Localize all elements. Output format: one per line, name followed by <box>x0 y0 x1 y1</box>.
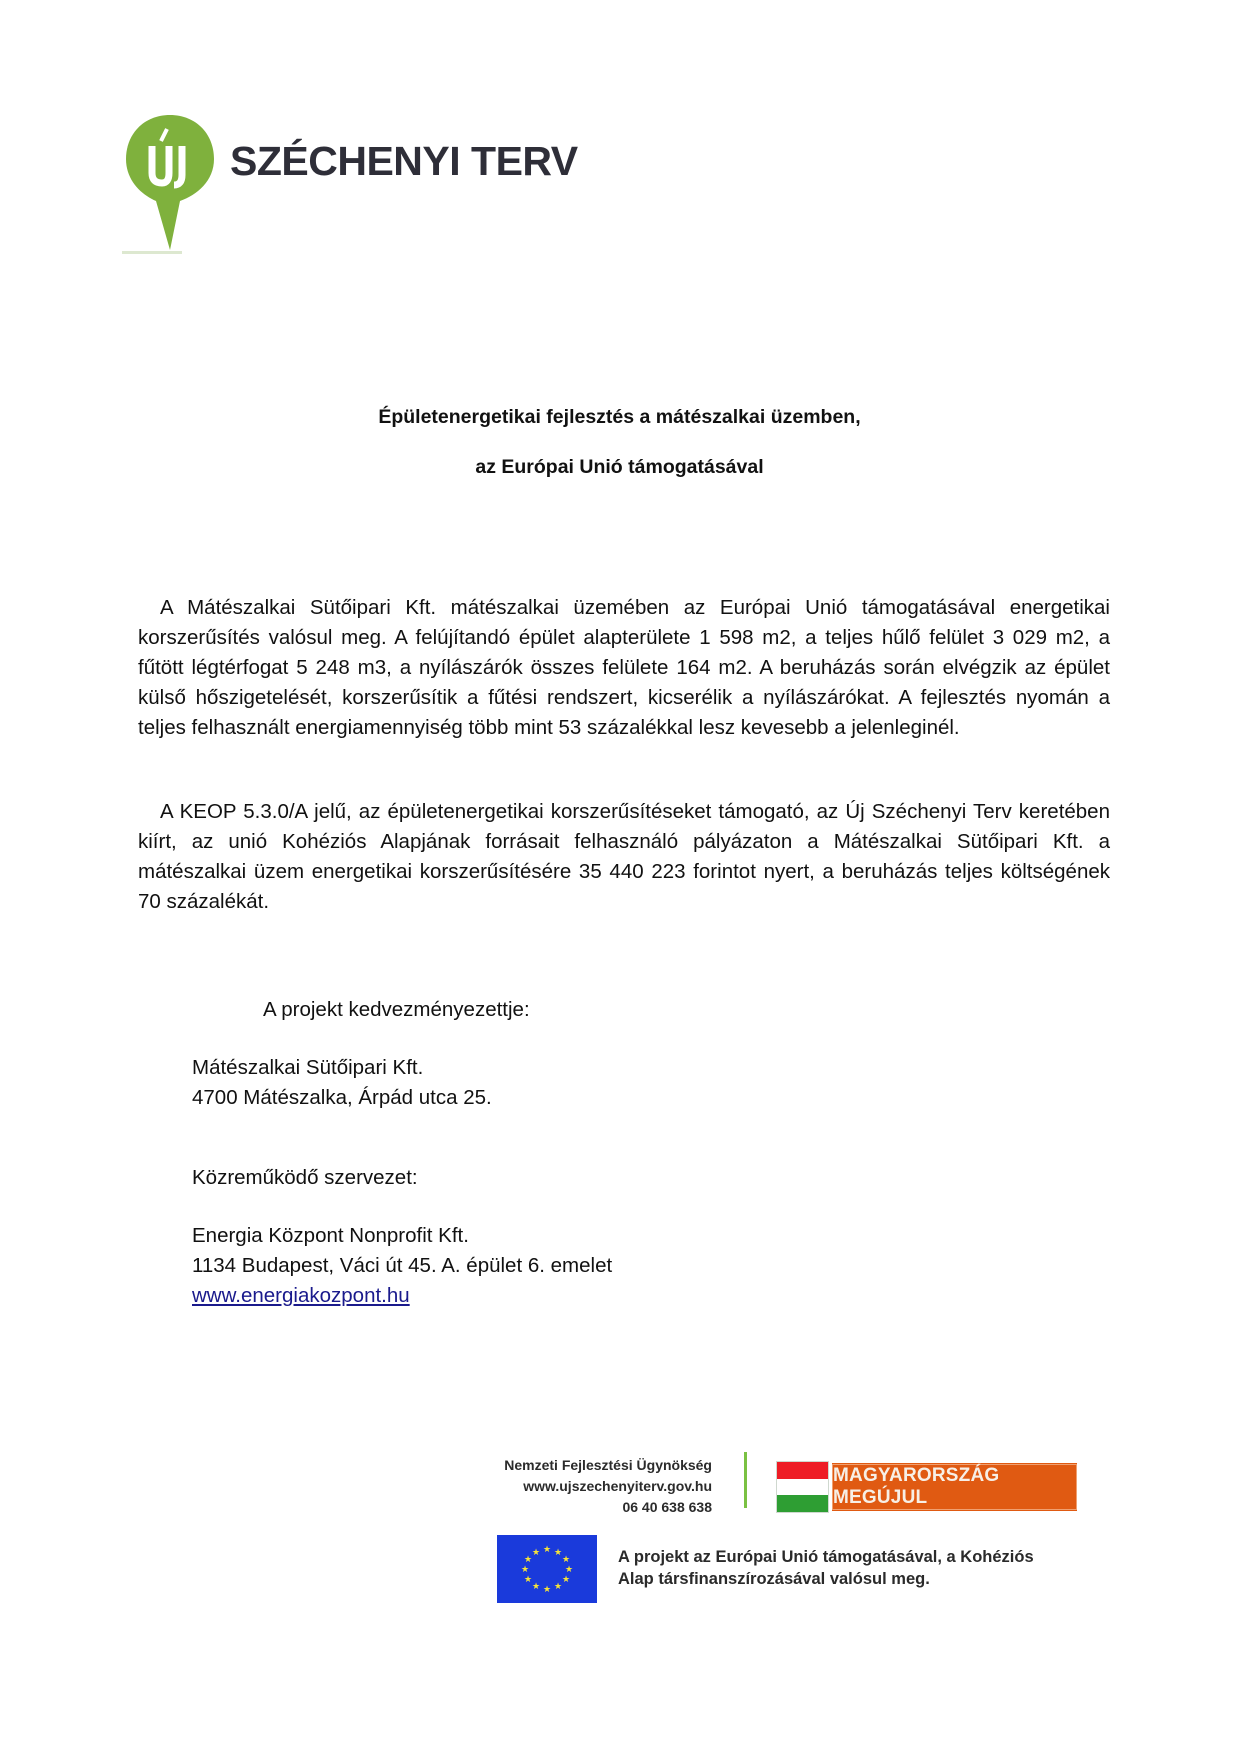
svg-text:★: ★ <box>542 1545 552 1555</box>
beneficiary-label: A projekt kedvezményezettje: <box>263 998 530 1021</box>
paragraph-text: A KEOP 5.3.0/A jelű, az épületenergetikai korszerűsítéseket támogató, az Új Széchenyi Terv keretében kiírt, az unió Kohéziós Alapjának forrásait felhasználó pályázaton a Mátészalkai Sütőipari Kft. a mátészalkai üzem energetikai korszerűsítésére 35 440 223 forintot nyert, a beruházás teljes költségének 70 százalékát. <box>138 800 1110 913</box>
eu-stars-icon <box>497 1535 597 1603</box>
body-paragraph-1 <box>138 593 1110 743</box>
magyarorszag-megujul-badge <box>832 1463 1077 1511</box>
document-title-line-1: Épületenergetikai fejlesztés a mátészalkai üzemben, <box>378 406 861 428</box>
svg-text:★: ★ <box>553 1548 563 1558</box>
body-paragraph-2 <box>138 797 1110 917</box>
uj-szechenyi-terv-pin-logo <box>122 113 218 255</box>
svg-text:★: ★ <box>553 1582 563 1592</box>
svg-text:★: ★ <box>520 1565 530 1575</box>
cooperating-org-address: 1134 Budapest, Váci út 45. A. épület 6. emelet <box>192 1254 613 1277</box>
cooperating-org-label: Közreműködő szervezet: <box>192 1166 418 1189</box>
svg-text:★: ★ <box>531 1582 541 1592</box>
hungarian-flag-icon <box>776 1461 829 1513</box>
eu-text-line-1: A projekt az Európai Unió támogatásával, a Kohéziós <box>618 1548 1034 1566</box>
document-title-line-2: az Európai Unió támogatásával <box>475 456 764 478</box>
svg-text:★: ★ <box>523 1575 533 1585</box>
agency-url: www.ujszechenyiterv.gov.hu <box>523 1478 712 1494</box>
svg-text:★: ★ <box>564 1565 574 1575</box>
eu-text-line-2: Alap társfinanszírozásával valósul meg. <box>618 1570 930 1588</box>
svg-text:★: ★ <box>542 1585 552 1595</box>
beneficiary-name: Mátészalkai Sütőipari Kft. <box>192 1056 424 1079</box>
beneficiary-block <box>192 1053 492 1113</box>
svg-text:★: ★ <box>523 1555 533 1565</box>
agency-phone: 06 40 638 638 <box>622 1499 712 1515</box>
svg-text:★: ★ <box>561 1575 571 1585</box>
logo-wordmark: SZÉCHENYI TERV <box>230 138 578 184</box>
svg-text:★: ★ <box>531 1548 541 1558</box>
eu-flag-icon <box>497 1535 597 1603</box>
location-pin-icon <box>122 113 218 255</box>
agency-info <box>480 1455 712 1518</box>
agency-name: Nemzeti Fejlesztési Ügynökség <box>504 1457 712 1473</box>
eu-funding-statement <box>618 1546 1034 1590</box>
svg-text:★: ★ <box>561 1555 571 1565</box>
cooperating-org-name: Energia Központ Nonprofit Kft. <box>192 1224 469 1247</box>
paragraph-text: A Mátészalkai Sütőipari Kft. mátészalkai üzemében az Európai Unió támogatásával energetikai korszerűsítés valósul meg. A felújítandó épület alapterülete 1 598 m2, a teljes hűlő felület 3 029 m2, a fűtött légtérfogat 5 248 m3, a nyílászárók összes felülete 164 m2. A beruházás során elvégzik az épület külső hőszigetelését, korszerűsítik a fűtési rendszert, kicserélik a nyílászárókat. A fejlesztés nyomán a teljes felhasznált energiamennyiség több mint 53 százalékkal lesz kevesebb a jelenleginél. <box>138 596 1110 739</box>
cooperating-org-block <box>192 1221 612 1311</box>
beneficiary-address: 4700 Mátészalka, Árpád utca 25. <box>192 1086 492 1109</box>
footer-divider <box>744 1452 747 1508</box>
cooperating-org-website-link[interactable]: www.energiakozpont.hu <box>192 1284 410 1307</box>
slogan-text: MAGYARORSZÁG MEGÚJUL <box>832 1464 1077 1510</box>
